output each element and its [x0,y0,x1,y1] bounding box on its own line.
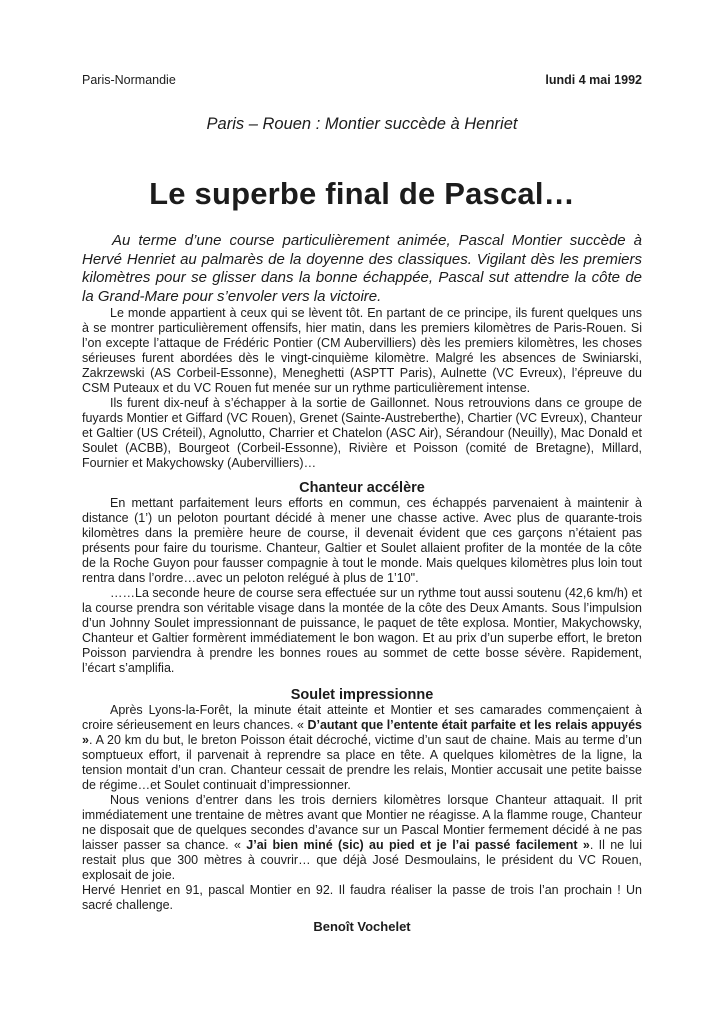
masthead [82,72,642,88]
newspaper-name: Paris-Normandie [82,73,176,87]
paragraph-race-start: Le monde appartient à ceux qui se lèvent tôt. En partant de ce principe, ils furent quelques uns à se montrer particulièrement offensifs, hier matin, dans les premiers kilomètres de Paris-Rouen. Si l’on excepte l’attaque de Frédéric Pontier (CM Aubervilliers) dès les premiers kilomètres, les choses sérieuses furent abordées dès le vingt-cinquième kilomètre. Malgré les absences de Swiniarski, Zakrzewski (AS Corbeil-Essonne), Meneghetti (ASPTT Paris), Aulnette (VC Evreux), l’épreuve du CSM Puteaux et du VC Rouen fut menée sur un rythme particulièrement intense. [82,306,642,395]
section-heading-chanteur: Chanteur accélère [299,480,425,496]
quote-mine: J’ai bien miné (sic) au pied et je l’ai passé facilement » [246,838,590,852]
paragraph-second-hour: ……La seconde heure de course sera effectuée sur un rythme tout aussi soutenu (42,6 km/h) et la course prendra son véritable visage dans la montée de la côte des Deux Amants. Sous l’impulsion d’un Johnny Soulet impressionnant de puissance, le paquet de tête explosa. Montier, Makychowsky, Chanteur et Galtier formèrent immédiatement le bon wagon. Et au prix d’un superbe effort, le breton Poisson parviendra à prendre les bonnes roues au sommet de cette bosse sévère. Rapidement, l’écart s’amplifia. [82,586,642,675]
paragraph-final-approach [82,703,642,793]
issue-date: lundi 4 mai 1992 [545,73,642,87]
paragraph-text: Nous venions d’entrer dans les trois derniers kilomètres lorsque Chanteur attaquait. Il prit immédiatement une trentaine de mètres avant que Montier ne réagisse. A la flamme rouge, Chanteur ne disposait que de quelques secondes d’avance sur un Pascal Montier fermement décidé à ne pas laisser passer sa chance. « [82,793,642,852]
paragraph-text: . A 20 km du but, le breton Poisson était décroché, victime d’un saut de chaine. Mais au terme d’un somptueux effort, il parvenait à reprendre sa place en tête. A quelques kilomètres de la ligne, la tension montait d’un cran. Chanteur cessait de prendre les relais, Montier accusait une petite baisse de régime…et Soulet continuait d’impressionner. [82,733,642,792]
article-title: Le superbe final de Pascal… [149,176,575,211]
paragraph-text: . Il ne lui restait plus que 300 mètres à couvrir… que déjà José Desmoulains, le président du VC Rouen, explosait de joie. [82,838,642,882]
section-heading-soulet: Soulet impressionne [290,687,434,703]
kicker: Paris – Rouen : Montier succède à Henriet [206,115,518,133]
paragraph-chase: En mettant parfaitement leurs efforts en commun, ces échappés parvenaient à maintenir à distance (1’) un peloton pourtant décidé à mener une chasse active. Avec plus de quarante-trois kilomètres dans la première heure de course, il devenait évident que ces garçons n’étaient pas présents pour faire du tourisme. Chanteur, Galtier et Soulet allaient profiter de la montée de la côte de la Roche Guyon pour fausser compagnie à tout le monde. Mais quelques kilomètres plus loin tout rentra dans l’ordre…avec un peloton relégué à plus de 1’10". [82,496,642,585]
paragraph-breakaway-list: Ils furent dix-neuf à s’échapper à la sortie de Gaillonnet. Nous retrouvions dans ce groupe de fuyards Montier et Giffard (VC Rouen), Grenet (Sainte-Austreberthe), Chartier (VC Evreux), Chanteur et Galtier (US Créteil), Agnolutto, Charrier et Chatelon (ASC Air), Sérandour (Neuilly), Mac Donald et Soulet (ACBB), Bourgeot (Corbeil-Essonne), Rivière et Poisson (comité de Bretagne), Millard, Fournier et Makychowsky (Aubervilliers)… [82,396,642,470]
lede-paragraph: Au terme d’une course particulièrement animée, Pascal Montier succède à Hervé Henriet au palmarès de la doyenne des classiques. Vigilant dès les premiers kilomètres pour se glisser dans la bonne échappée, Pascal sut attendre la côte de la Grand-Mare pour s’envoler vers la victoire. [82,232,642,305]
quote-entente: D’autant que l’entente était parfaite et les relais appuyés » [82,718,642,747]
paragraph-last-kilometres [82,793,642,883]
paragraph-conclusion: Hervé Henriet en 91, pascal Montier en 92. Il faudra réaliser la passe de trois l’an prochain ! Un sacré challenge. [82,883,642,912]
paragraph-text: Après Lyons-la-Forêt, la minute était atteinte et Montier et ses camarades commençaient à croire sérieusement en leurs chances. « [82,703,642,732]
byline: Benoît Vochelet [313,919,411,934]
